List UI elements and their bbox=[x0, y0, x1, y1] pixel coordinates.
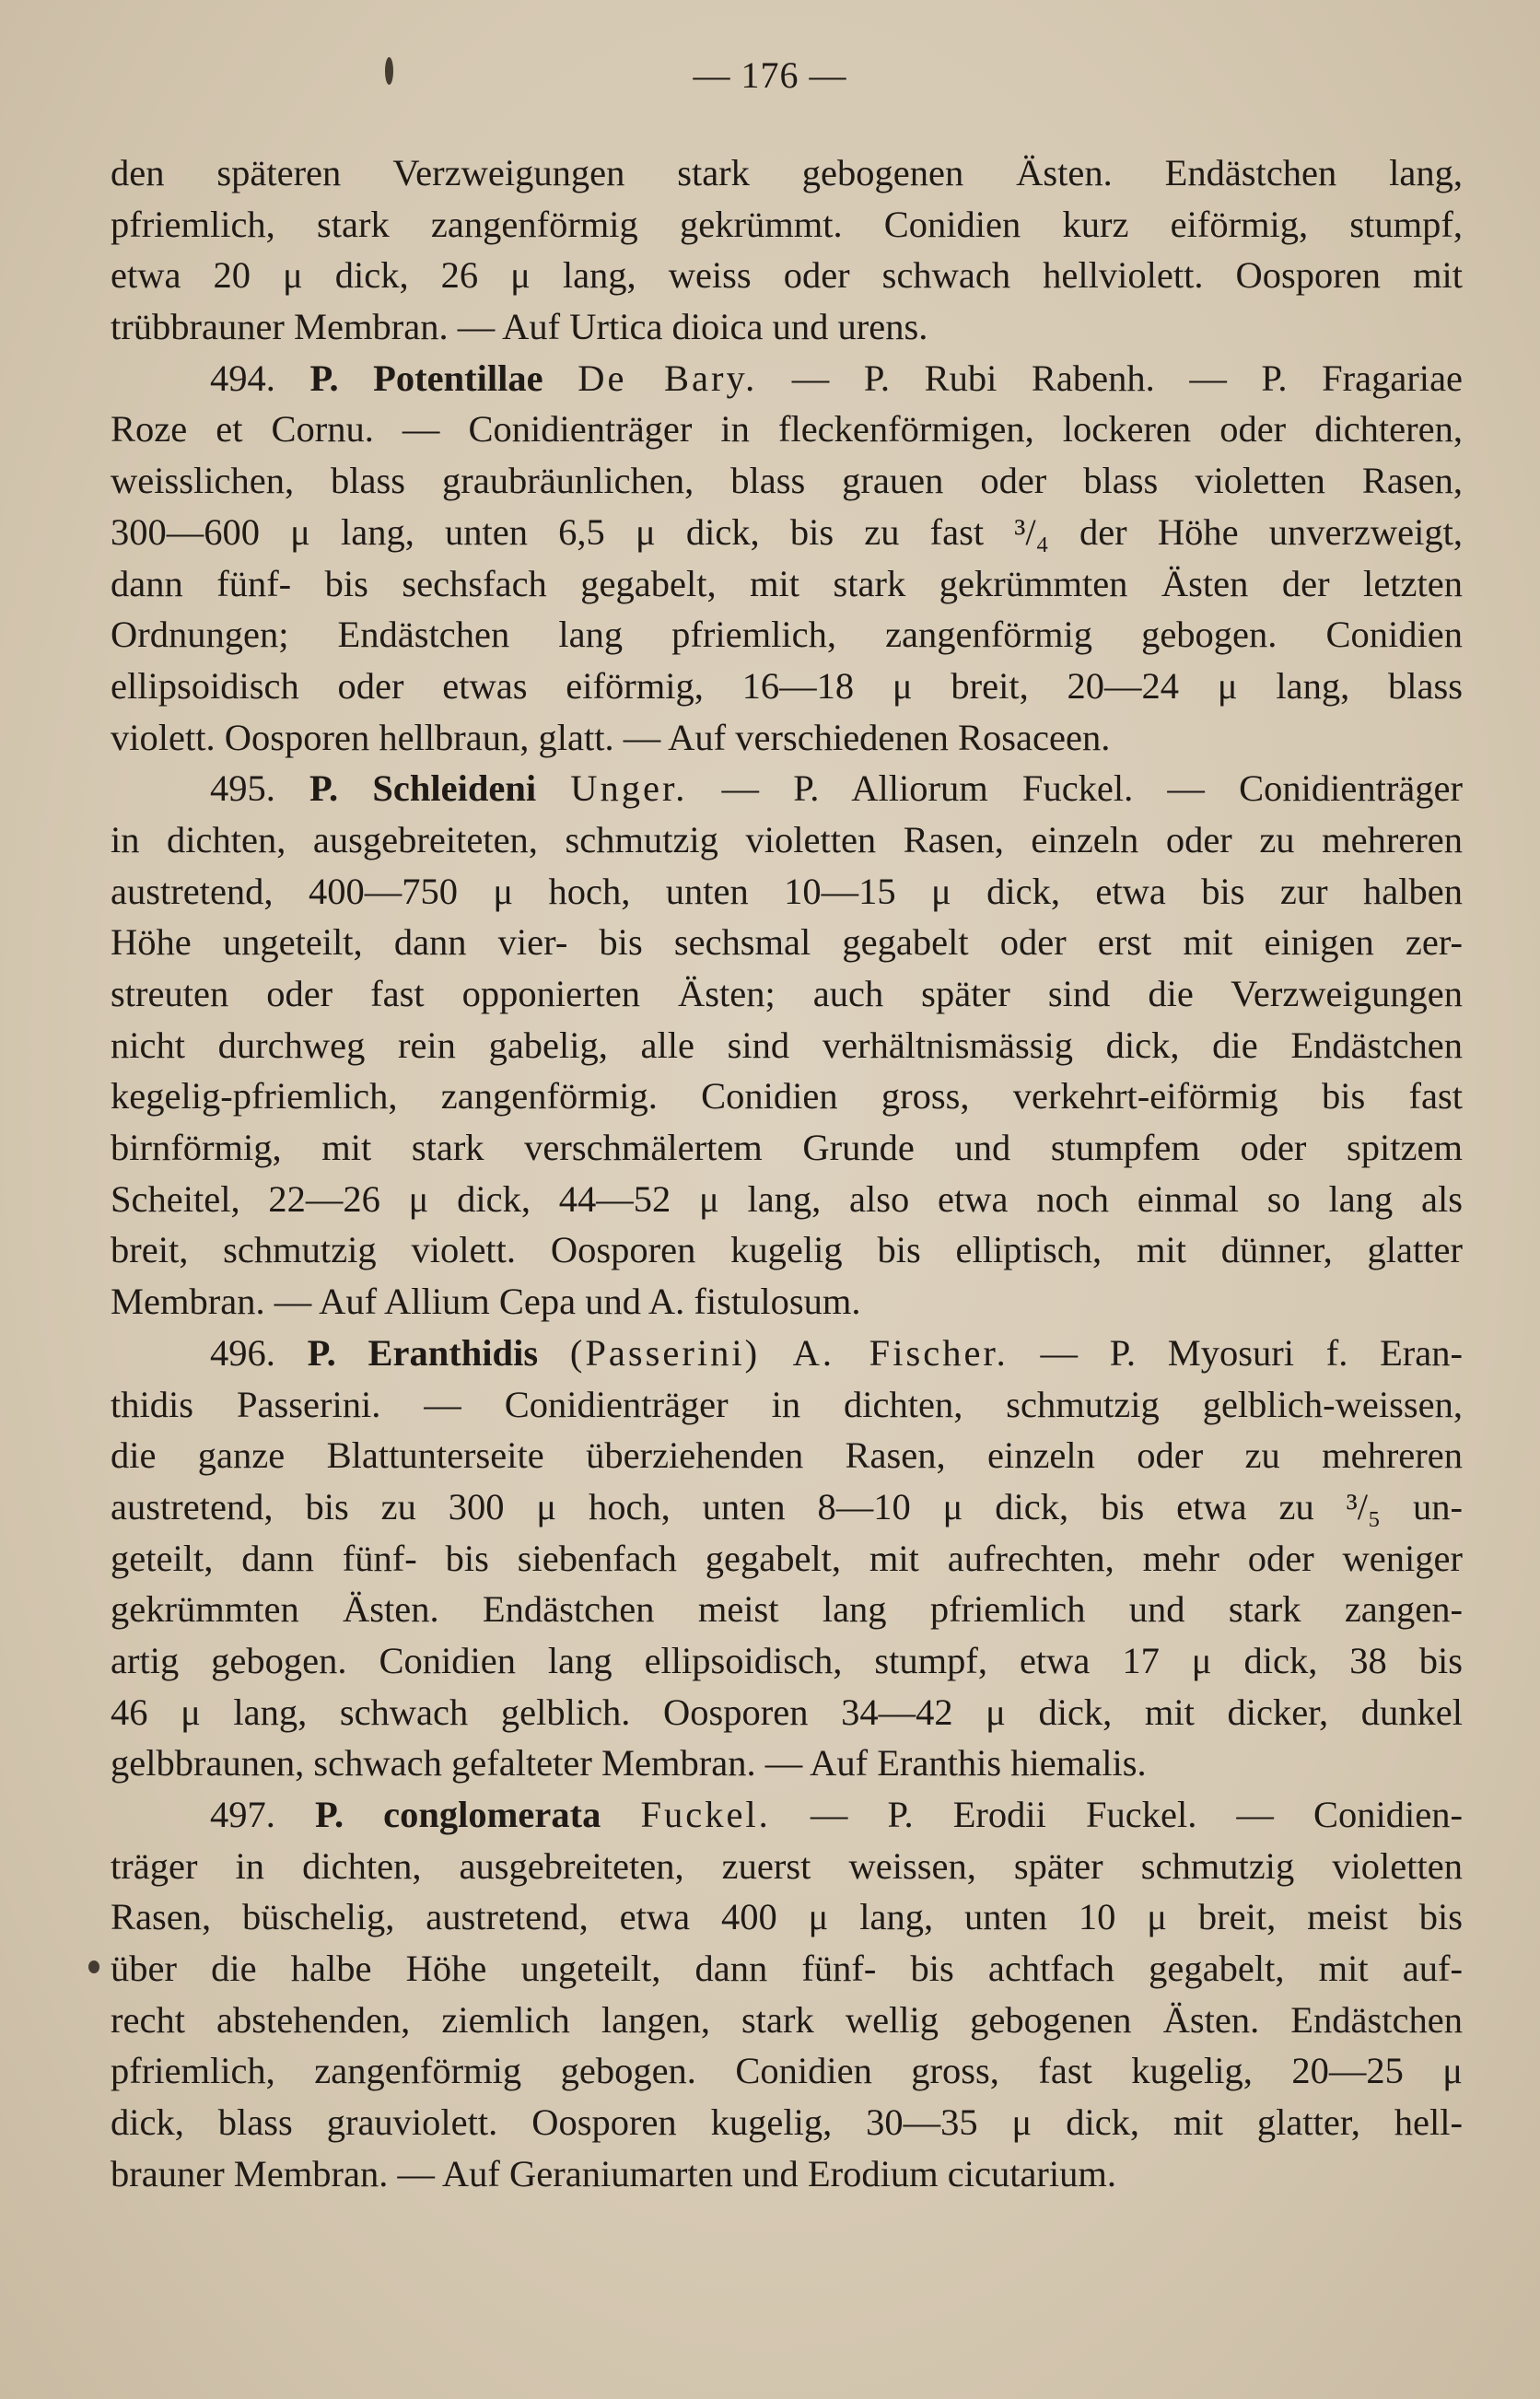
text-line: gekrümmten Ästen. Endästchen meist lang pfriemlich und stark zangen- bbox=[111, 1588, 1463, 1631]
species-name: P. Eranthidis bbox=[307, 1331, 539, 1374]
text-line: Scheitel, 22—26 μ dick, 44—52 μ lang, also etwa noch einmal so lang als bbox=[111, 1177, 1463, 1220]
text-line: geteilt, dann fünf- bis siebenfach gegabelt, mit aufrechten, mehr oder weniger bbox=[111, 1537, 1463, 1579]
text-line: trübbrauner Membran. — Auf Urtica dioica und urens. bbox=[111, 306, 928, 348]
text-line: die ganze Blattunterseite überziehenden Rasen, einzeln oder zu mehreren bbox=[111, 1434, 1463, 1477]
text-line: brauner Membran. — Auf Geraniumarten und Erodium cicutarium. bbox=[111, 2152, 1117, 2194]
entry-heading-line bbox=[111, 353, 1463, 404]
text-line: dann fünf- bis sechsfach gegabelt, mit stark gekrümmten Ästen der letzten bbox=[111, 562, 1463, 604]
text-line: Rasen, büschelig, austretend, etwa 400 μ lang, unten 10 μ breit, meist bis bbox=[111, 1896, 1463, 1938]
text-line: Roze et Cornu. — Conidienträger in fleckenförmigen, lockeren oder dichteren, bbox=[111, 408, 1463, 451]
text-line: 300—600 μ lang, unten 6,5 μ dick, bis zu fast ³/₄ der Höhe unverzweigt, bbox=[111, 510, 1463, 553]
entry-number: 494. bbox=[210, 357, 275, 399]
entry-heading-line bbox=[111, 1789, 1463, 1841]
text-line: streuten oder fast opponierten Ästen; auch später sind die Verzweigungen bbox=[111, 973, 1463, 1014]
text-line: über die halbe Höhe ungeteilt, dann fünf- bis achtfach gegabelt, mit auf- bbox=[111, 1948, 1463, 1990]
text-line: gelbbraunen, schwach gefalteter Membran. — Auf Eranthis hiemalis. bbox=[111, 1742, 1147, 1785]
page-number: — 176 — bbox=[693, 54, 847, 96]
text-line: thidis Passerini. — Conidienträger in dichten, schmutzig gelblich-weissen, bbox=[111, 1383, 1463, 1425]
species-author: (Passerini) A. Fischer. bbox=[569, 1331, 1009, 1374]
text-line: Ordnungen; Endästchen lang pfriemlich, zangenförmig gebogen. Conidien bbox=[111, 614, 1463, 656]
species-author: Fuckel. bbox=[640, 1794, 771, 1835]
entry-number: 496. bbox=[210, 1331, 275, 1374]
species-author: De Bary. bbox=[578, 357, 758, 399]
text-line: träger in dichten, ausgebreiteten, zuerst weissen, später schmutzig violetten bbox=[111, 1844, 1463, 1887]
text-line: kegelig-pfriemlich, zangenförmig. Conidien gross, verkehrt-eiförmig bis fast bbox=[111, 1075, 1463, 1118]
species-name: P. Schleideni bbox=[309, 767, 537, 810]
body-text bbox=[111, 147, 1463, 2200]
entry-synonyms: — P. Alliorum Fuckel. — Conidienträger bbox=[687, 767, 1464, 810]
entry-heading-line bbox=[111, 763, 1463, 814]
text-line: birnförmig, mit stark verschmälertem Grunde und stumpfem oder spitzem bbox=[111, 1127, 1463, 1169]
text-line: Membran. — Auf Allium Cepa und A. fistulosum. bbox=[111, 1281, 861, 1323]
entry-number: 495. bbox=[210, 767, 275, 810]
text-line: 46 μ lang, schwach gelblich. Oosporen 34—42 μ dick, mit dicker, dunkel bbox=[111, 1691, 1463, 1733]
species-name: P. Potentillae bbox=[309, 357, 543, 399]
text-line: artig gebogen. Conidien lang ellipsoidisch, stumpf, etwa 17 μ dick, 38 bis bbox=[111, 1639, 1463, 1681]
text-line: austretend, bis zu 300 μ hoch, unten 8—10 μ dick, bis etwa zu ³/₅ un- bbox=[111, 1485, 1463, 1527]
text-line: weisslichen, blass graubräunlichen, blass grauen oder blass violetten Rasen, bbox=[111, 460, 1463, 502]
text-line: den späteren Verzweigungen stark gebogenen Ästen. Endästchen lang, bbox=[111, 152, 1463, 193]
entry-number: 497. bbox=[210, 1794, 275, 1835]
text-line: pfriemlich, zangenförmig gebogen. Conidien gross, fast kugelig, 20—25 μ bbox=[111, 2050, 1463, 2092]
species-author: Unger. bbox=[570, 767, 688, 810]
entry-synonyms: — P. Erodii Fuckel. — Conidien- bbox=[770, 1794, 1463, 1835]
text-line: in dichten, ausgebreiteten, schmutzig violetten Rasen, einzeln oder zu mehreren bbox=[111, 818, 1463, 860]
text-line: dick, blass grauviolett. Oosporen kugelig, 30—35 μ dick, mit glatter, hell- bbox=[111, 2101, 1463, 2144]
text-line: Höhe ungeteilt, dann vier- bis sechsmal gegabelt oder erst mit einigen zer- bbox=[111, 921, 1463, 964]
text-line: ellipsoidisch oder etwas eiförmig, 16—18 μ breit, 20—24 μ lang, blass bbox=[111, 664, 1463, 707]
entry-synonyms: — P. Rubi Rabenh. — P. Fragariae bbox=[757, 357, 1464, 399]
text-line: violett. Oosporen hellbraun, glatt. — Auf verschiedenen Rosaceen. bbox=[111, 716, 1111, 758]
text-line: etwa 20 μ dick, 26 μ lang, weiss oder schwach hellviolett. Oosporen mit bbox=[111, 254, 1463, 297]
species-name: P. conglomerata bbox=[314, 1794, 601, 1835]
text-line: breit, schmutzig violett. Oosporen kugelig bis elliptisch, mit dünner, glatter bbox=[111, 1229, 1463, 1271]
text-line: recht abstehenden, ziemlich langen, stark wellig gebogenen Ästen. Endästchen bbox=[111, 1998, 1463, 2041]
text-line: nicht durchweg rein gabelig, alle sind verhältnismässig dick, die Endästchen bbox=[111, 1024, 1463, 1066]
entry-synonyms: — P. Myosuri f. Eran- bbox=[1008, 1331, 1464, 1374]
entry-heading-line bbox=[111, 1328, 1463, 1379]
text-line: austretend, 400—750 μ hoch, unten 10—15 μ dick, etwa bis zur halben bbox=[111, 870, 1463, 912]
ink-smudge-left bbox=[88, 1960, 99, 1973]
text-line: pfriemlich, stark zangenförmig gekrümmt. Conidien kurz eiförmig, stumpf, bbox=[111, 203, 1463, 245]
